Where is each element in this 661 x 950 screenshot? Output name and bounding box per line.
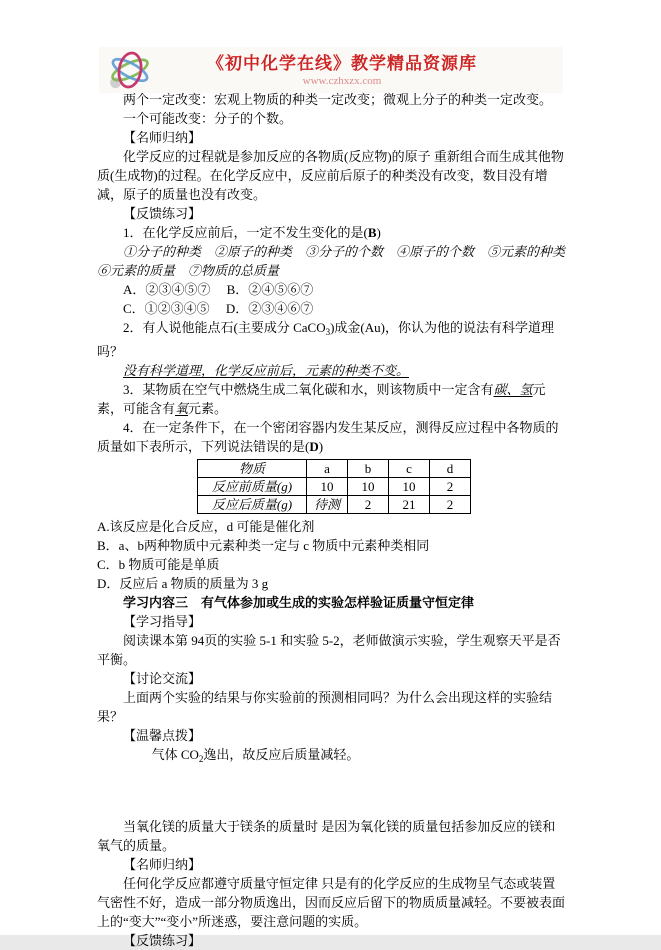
heading-study-guide: 【学习指导】 — [123, 614, 202, 629]
question-1-choices-ab: A．②③④⑤⑦ B．②④⑤⑥⑦ — [123, 282, 314, 297]
table-cell: 2 — [430, 496, 471, 514]
question-4: 4．在一定条件下，在一个密闭容器内发生某反应，测得反应过程中各物质的质量如下表所示，下列说法错误的是(D) — [97, 420, 559, 454]
heading-feedback-practice-2: 【反馈练习】 — [123, 933, 202, 948]
table-cell: b — [348, 460, 389, 478]
table-cell: a — [307, 460, 348, 478]
question-3: 3．某物质在空气中燃烧生成二氧化碳和水，则该物质中一定含有碳、氢元素，可能含有氧元素。 — [97, 382, 546, 416]
question-1: 1．在化学反应前后，一定不发生变化的是(B) — [123, 225, 381, 240]
table-cell: 2 — [430, 478, 471, 496]
paragraph-conservation-law: 任何化学反应都遵守质量守恒定律 只是有的化学反应的生成物呈气态或装置气密性不好，造成一部分物质逸出，因而反应后留下的物质质量减轻。不要被表面上的“变大”“变小”所迷惑，要注意问题的实质。 — [97, 876, 566, 929]
paragraph-read-textbook: 阅读课本第 94页的实验 5-1 和实验 5-2，老师做演示实验，学生观察天平是否平衡。 — [97, 633, 561, 667]
paragraph-two-changes: 两个一定改变：宏观上物质的种类一定改变；微观上分子的种类一定改变。 — [123, 92, 553, 107]
question-4-choice-a: A.该反应是化合反应，d 可能是催化剂 — [97, 519, 315, 534]
table-cell: 物质 — [198, 460, 307, 478]
heading-teacher-summary: 【名师归纳】 — [123, 130, 202, 145]
table-cell: d — [430, 460, 471, 478]
heading-warm-tip: 【温馨点拨】 — [123, 728, 202, 743]
table-cell: 21 — [389, 496, 430, 514]
paragraph-one-change: 一个可能改变：分子的个数。 — [123, 111, 293, 126]
table-cell: c — [389, 460, 430, 478]
banner-text — [161, 52, 563, 88]
question-4-choice-c: C．b 物质可能是单质 — [97, 557, 220, 572]
heading-feedback-practice: 【反馈练习】 — [123, 206, 202, 221]
paragraph-magnesium-oxide: 当氧化镁的质量大于镁条的质量时 是因为氧化镁的质量包括参加反应的镁和氧气的质量。 — [97, 819, 556, 853]
site-banner — [99, 47, 563, 93]
table-cell: 10 — [389, 478, 430, 496]
question-1-options: ①分子的种类 ②原子的种类 ③分子的个数 ④原子的个数 ⑤元素的种类 ⑥元素的质量 ⑦物质的总质量 — [97, 244, 579, 278]
table-cell: 反应后质量(g) — [198, 496, 307, 514]
table-row-after-reaction — [198, 496, 471, 514]
table-cell: 2 — [348, 496, 389, 514]
question-4-choice-b: B．a、b两种物质中元素种类一定与 c 物质中元素种类相同 — [97, 538, 430, 553]
paragraph-gas-escape: 气体 $CO_2$逸出，故反应后质量减轻。 — [151, 747, 360, 764]
table-cell: 待测 — [307, 496, 348, 514]
atom-logo-icon — [99, 47, 161, 93]
site-url: www.czhxzx.com — [302, 75, 382, 87]
table-row-before-reaction — [198, 478, 471, 496]
table-cell: 10 — [348, 478, 389, 496]
heading-teacher-summary-2: 【名师归纳】 — [123, 857, 202, 872]
table-cell: 10 — [307, 478, 348, 496]
paragraph-reaction-process: 化学反应的过程就是参加反应的各物质(反应物)的原子 重新组合而生成其他物质(生成物)的过程。在化学反应中，反应前后原子的种类没有改变，数目没有增减，原子的质量也没有改变。 — [97, 149, 564, 202]
substances-mass-table — [197, 459, 471, 514]
question-2: 2．有人说他能点石(主要成分 CaCO$_3$)成金(Au)，你认为他的说法有科学道理吗？ — [97, 320, 554, 359]
document-body — [97, 90, 579, 950]
site-title: 《初中化学在线》教学精品资源库 — [207, 54, 477, 73]
blank-gap — [97, 769, 565, 817]
table-header-row — [198, 460, 471, 478]
question-1-choices-cd: C．①②③④⑤ D．②③④⑥⑦ — [123, 301, 314, 316]
table-cell: 反应前质量(g) — [198, 478, 307, 496]
heading-discussion: 【讨论交流】 — [123, 671, 202, 686]
paragraph-discussion-question: 上面两个实验的结果与你实验前的预测相同吗？为什么会出现这样的实验结果？ — [97, 690, 553, 724]
question-4-choice-d: D．反应后 a 物质的质量为 3 g — [97, 576, 269, 591]
question-2-answer: 没有科学道理，化学反应前后，元素的种类不变。 — [123, 363, 410, 378]
heading-learning-content-3: 学习内容三 有气体参加或生成的实验怎样验证质量守恒定律 — [123, 595, 475, 610]
